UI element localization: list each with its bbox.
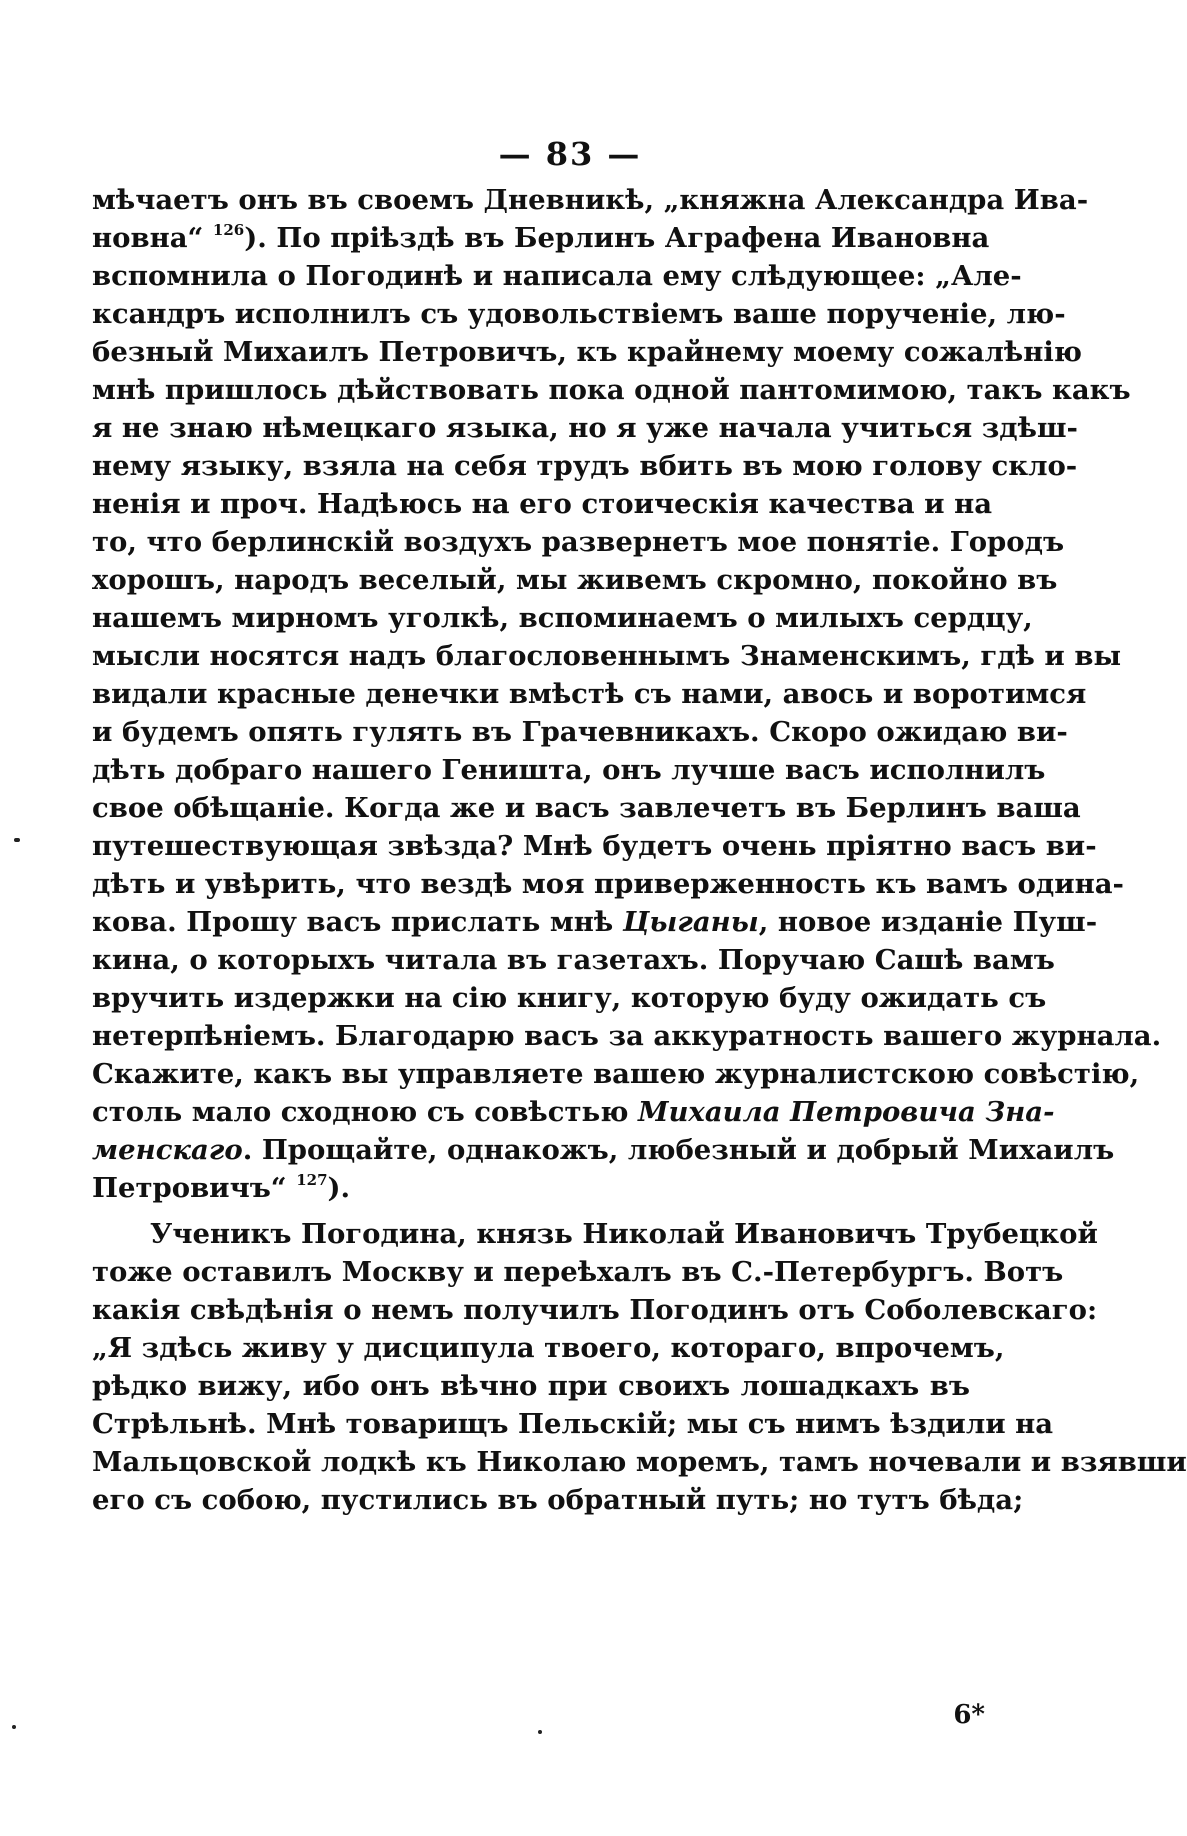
text-line: рѣдко вижу, ибо онъ вѣчно при своихъ лошадкахъ въ <box>92 1370 970 1402</box>
scan-speck <box>12 1725 16 1729</box>
italic-name: менскаго <box>92 1134 243 1166</box>
text-line: нему языку, взяла на себя трудъ вбить въ мою голову скло- <box>92 450 1078 482</box>
text-line: Стрѣльнѣ. Мнѣ товарищъ Пельскій; мы съ нимъ ѣздили на <box>92 1408 1054 1440</box>
text-span: ). <box>327 1172 351 1204</box>
text-line: его съ собою, пустились въ обратный путь; но тутъ бѣда; <box>92 1484 1024 1516</box>
text-line: то, что берлинскій воздухъ развернетъ мое понятіе. Городъ <box>92 526 1065 558</box>
text-span: новна“ <box>92 222 204 254</box>
footnote-ref: 127 <box>296 1171 328 1189</box>
text-span: ). По пріѣздѣ въ Берлинъ Аграфена Ивановна <box>244 222 990 254</box>
text-line: Скажите, какъ вы управляете вашею журналистскою совѣстію, <box>92 1058 1140 1090</box>
scan-speck <box>14 838 20 842</box>
text-span: . Прощайте, однакожъ, любезный и добрый Михаилъ <box>242 1134 1115 1166</box>
italic-name: Михаила Петровича Зна- <box>638 1096 1055 1128</box>
text-line: „Я здѣсь живу у дисципула твоего, котораго, впрочемъ, <box>92 1332 1005 1364</box>
text-span: Петровичъ“ <box>92 1172 287 1204</box>
text-line: Мальцовской лодкѣ къ Николаю моремъ, тамъ ночевали и взявши <box>92 1446 1187 1478</box>
text-line: нашемъ мирномъ уголкѣ, вспоминаемъ о милыхъ сердцу, <box>92 602 1033 634</box>
text-line: хорошъ, народъ веселый, мы живемъ скромно, покойно въ <box>92 564 1058 596</box>
text-line: путешествующая звѣзда? Мнѣ будетъ очень пріятно васъ ви- <box>92 830 1097 862</box>
text-line: безный Михаилъ Петровичъ, къ крайнему моему сожалѣнію <box>92 336 1082 368</box>
text-line: тоже оставилъ Москву и переѣхалъ въ С.-Петербургъ. Вотъ <box>92 1256 1064 1288</box>
text-line: кина, о которыхъ читала въ газетахъ. Поручаю Сашѣ вамъ <box>92 944 1055 976</box>
footnote-ref: 126 <box>212 221 245 239</box>
text-line: нетерпѣніемъ. Благодарю васъ за аккуратность вашего журнала. <box>92 1020 1162 1052</box>
text-line: Ученикъ Погодина, князь Николай Ивановичъ Трубецкой <box>150 1218 1098 1250</box>
text-line: дѣть добраго нашего Геништа, онъ лучше васъ исполнилъ <box>92 754 1046 786</box>
text-line: вспомнила о Погодинѣ и написала ему слѣдующее: „Але- <box>92 260 1022 292</box>
text-line: я не знаю нѣмецкаго языка, но я уже начала учиться здѣш- <box>92 412 1078 444</box>
text-line: мѣчаетъ онъ въ своемъ Дневникѣ, „княжна Александра Ива- <box>92 184 1089 216</box>
text-line: ксандръ исполнилъ съ удовольствіемъ ваше порученіе, лю- <box>92 298 1066 330</box>
text-span: кова. Прошу васъ прислать мнѣ <box>92 906 614 938</box>
text-line: мысли носятся надъ благословеннымъ Знаменскимъ, гдѣ и вы <box>92 640 1122 672</box>
printer-signature: 6* <box>953 1700 985 1730</box>
scan-speck <box>538 1730 542 1734</box>
text-span: столь мало сходною съ совѣстью <box>92 1096 629 1128</box>
italic-title: Цыганы <box>622 906 759 938</box>
text-line: видали красные денечки вмѣстѣ съ нами, авось и воротимся <box>92 678 1087 710</box>
text-span: , новое изданіе Пуш- <box>758 906 1098 938</box>
text-line <box>92 1166 970 1210</box>
text-line: мнѣ пришлось дѣйствовать пока одной пантомимою, такъ какъ <box>92 374 1131 406</box>
text-line: и будемъ опять гулять въ Грачевникахъ. Скоро ожидаю ви- <box>92 716 1068 748</box>
text-line: свое обѣщаніе. Когда же и васъ завлечетъ въ Берлинъ ваша <box>92 792 1081 824</box>
text-line: какія свѣдѣнія о немъ получилъ Погодинъ отъ Соболевскаго: <box>92 1294 1098 1326</box>
text-line: вручить издержки на сію книгу, которую буду ожидать съ <box>92 982 1047 1014</box>
text-line: ненія и проч. Надѣюсь на его стоическія качества и на <box>92 488 993 520</box>
page-number: — 83 — <box>498 135 642 173</box>
text-line: дѣть и увѣрить, что вездѣ моя приверженность къ вамъ одина- <box>92 868 1124 900</box>
